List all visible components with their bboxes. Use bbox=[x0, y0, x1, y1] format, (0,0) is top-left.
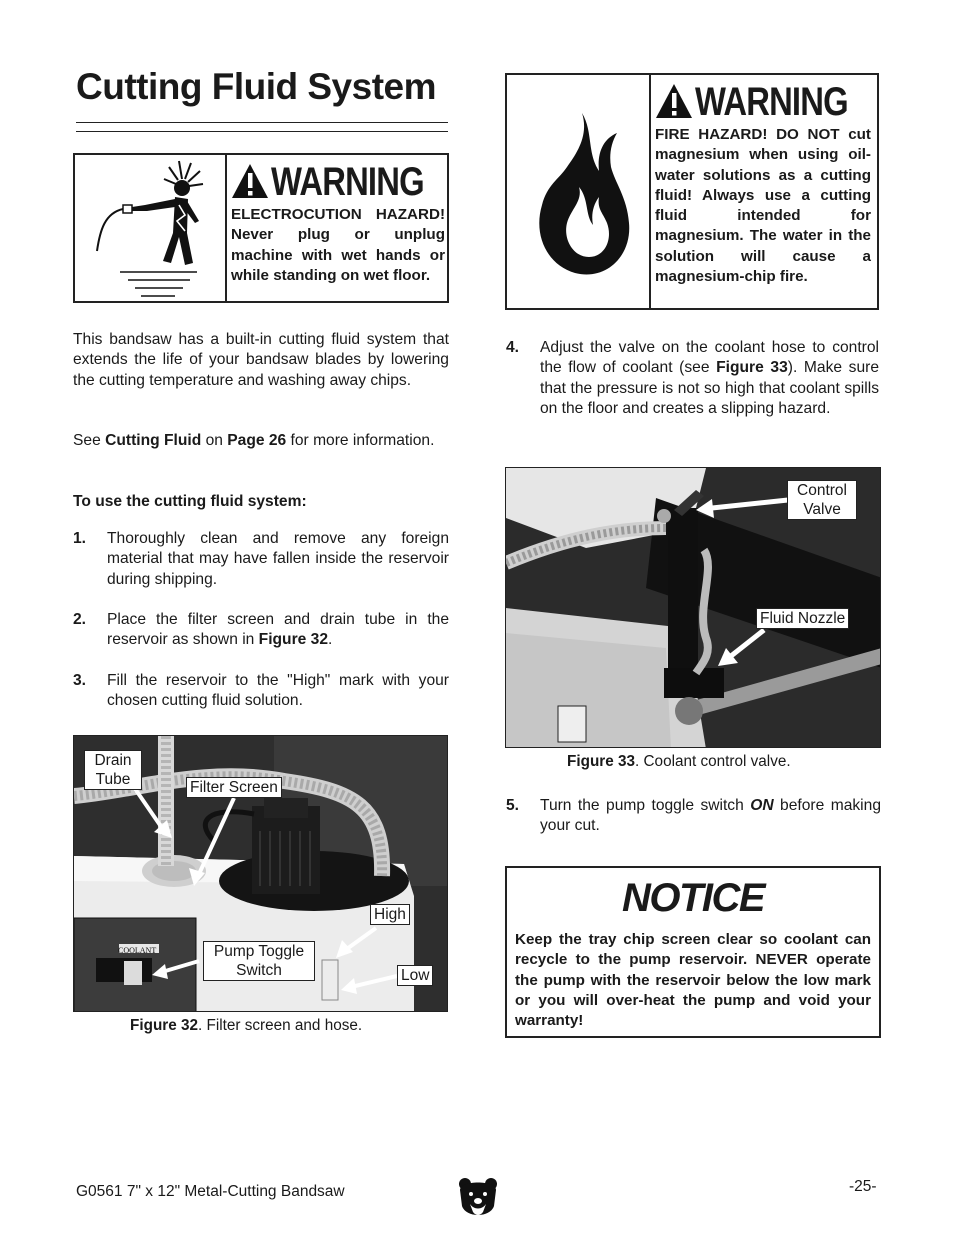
figure-32-photo bbox=[73, 735, 448, 1012]
fire-warning-text: FIRE HAZARD! DO NOT cut magnesium when using oil-water solutions as a cutting fluid! Always use a cutting fluid intended for magnesium. The water in the solution will cause a magnesium-chip fire. bbox=[655, 126, 871, 286]
warning-heading bbox=[231, 160, 445, 204]
fire-icon-panel bbox=[507, 75, 651, 308]
see-suffix: for more information. bbox=[286, 432, 435, 449]
step-4 bbox=[506, 338, 879, 419]
step-text bbox=[540, 338, 879, 419]
warning-heading-text: WARNING bbox=[271, 160, 424, 204]
see-page-ref: Page 26 bbox=[227, 432, 287, 449]
figure-ref: Figure 32 bbox=[258, 631, 328, 649]
see-mid: on bbox=[201, 432, 228, 449]
title-rule-top bbox=[76, 122, 448, 123]
step-text: Fill the reservoir to the "High" mark with your chosen cutting fluid solution. bbox=[107, 672, 449, 710]
figure-33-caption bbox=[567, 753, 791, 771]
figure-33-photo bbox=[505, 467, 881, 748]
warning-heading-text: WARNING bbox=[695, 80, 848, 124]
electrocution-warning-text: ELECTROCUTION HAZARD! Never plug or unplug machine with wet hands or while standing on wet floor. bbox=[231, 206, 445, 284]
pump-toggle-callout: Pump Toggle Switch bbox=[203, 941, 315, 981]
see-reference bbox=[73, 431, 449, 451]
control-valve-callout: Control Valve bbox=[787, 480, 857, 520]
electrocution-icon bbox=[75, 155, 225, 301]
coolant-plate-label: COOLANT bbox=[118, 946, 157, 955]
title-rule-bottom bbox=[76, 131, 448, 132]
see-prefix: See bbox=[73, 432, 106, 449]
figure-32-label: Figure 32 bbox=[130, 1017, 199, 1034]
step-1 bbox=[73, 529, 449, 590]
step-text bbox=[540, 796, 881, 837]
fire-warning-content bbox=[655, 81, 871, 287]
step-text-a: Turn the pump toggle switch bbox=[540, 797, 751, 814]
warning-heading bbox=[655, 80, 871, 124]
on-emphasis: ON bbox=[750, 797, 774, 814]
step-number: 5. bbox=[506, 797, 520, 814]
steps-subheading: To use the cutting fluid system: bbox=[73, 493, 307, 510]
step-text-b: ). Make sure that the pressure is not so high that coolant spills on the floor and creates a slipping hazard. bbox=[540, 359, 879, 417]
step-text-a: Adjust the valve on the coolant hose to control the flow of coolant (see bbox=[540, 339, 879, 377]
drain-tube-callout: Drain Tube bbox=[84, 750, 142, 790]
figure-33-label: Figure 33 bbox=[567, 753, 636, 770]
page-title: Cutting Fluid System bbox=[76, 66, 436, 107]
notice-text: Keep the tray chip screen clear so coolant can recycle to the pump reservoir. NEVER operate the pump with the reservoir below the low mark or you will over-heat the pump and void your warranty! bbox=[515, 931, 871, 1030]
step-number: 1. bbox=[73, 530, 87, 547]
warning-triangle-icon bbox=[231, 163, 269, 199]
step-text-b: . bbox=[328, 631, 333, 649]
step-number: 2. bbox=[73, 611, 87, 628]
electrocution-warning-content bbox=[231, 161, 445, 286]
step-text bbox=[107, 610, 449, 651]
fire-icon bbox=[507, 75, 649, 308]
see-ref-link: Cutting Fluid bbox=[105, 432, 202, 449]
figure-32-caption bbox=[130, 1017, 362, 1035]
fire-warning-box bbox=[505, 73, 879, 310]
warning-triangle-icon bbox=[655, 83, 693, 119]
step-text-b: before making your cut. bbox=[540, 797, 881, 835]
footer-model: G0561 7" x 12" Metal-Cutting Bandsaw bbox=[76, 1183, 345, 1200]
step-number: 4. bbox=[506, 339, 520, 356]
low-mark-callout: Low bbox=[397, 965, 433, 986]
intro-paragraph: This bandsaw has a built-in cutting fluid system that extends the life of your bandsaw blades by lowering the cutting temperature and washing away chips. bbox=[73, 331, 449, 389]
fluid-nozzle-callout: Fluid Nozzle bbox=[756, 608, 849, 629]
figure-33-text: . Coolant control valve. bbox=[635, 753, 791, 770]
step-text-a: Place the filter screen and drain tube in the reservoir as shown in bbox=[107, 611, 449, 649]
step-text: Thoroughly clean and remove any foreign material that may have fallen inside the reservoir during shipping. bbox=[107, 530, 449, 588]
grizzly-bear-logo-icon bbox=[456, 1176, 500, 1227]
figure-32-text: . Filter screen and hose. bbox=[198, 1017, 363, 1034]
step-2 bbox=[73, 610, 449, 651]
notice-heading: NOTICE bbox=[621, 876, 765, 920]
electrocution-warning-box bbox=[73, 153, 449, 303]
page-number: -25- bbox=[849, 1178, 877, 1195]
step-5 bbox=[506, 796, 881, 837]
step-number: 3. bbox=[73, 672, 87, 689]
high-mark-callout: High bbox=[370, 904, 410, 925]
step-3 bbox=[73, 671, 449, 712]
notice-box bbox=[505, 866, 881, 1038]
figure-ref: Figure 33 bbox=[716, 359, 788, 377]
electrocution-icon-panel bbox=[75, 155, 227, 301]
filter-screen-callout: Filter Screen bbox=[186, 777, 282, 798]
